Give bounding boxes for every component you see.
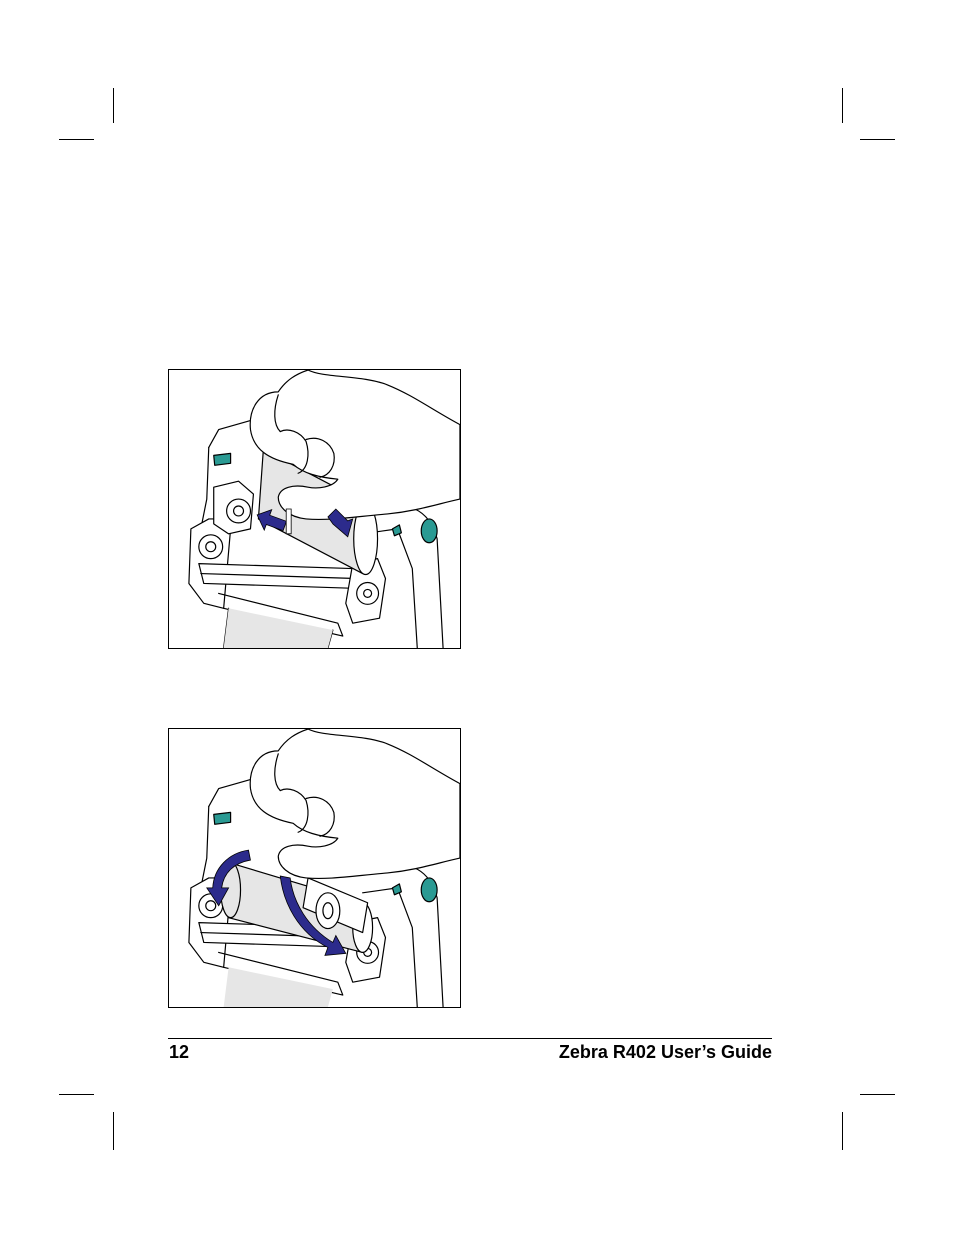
- crop-mark-top-right-horizontal: [860, 139, 895, 140]
- crop-mark-bottom-left-horizontal: [59, 1094, 94, 1095]
- figure-rotate-ribbon-roll: [168, 728, 461, 1008]
- crop-mark-top-right-vertical: [842, 88, 843, 123]
- printer-ribbon-illustration-1: [169, 370, 460, 648]
- crop-mark-bottom-right-horizontal: [860, 1094, 895, 1095]
- printer-ribbon-illustration-2: [169, 729, 460, 1007]
- crop-mark-bottom-left-vertical: [113, 1112, 114, 1150]
- footer-rule: [168, 1038, 772, 1039]
- crop-mark-bottom-right-vertical: [842, 1112, 843, 1150]
- crop-mark-top-left-horizontal: [59, 139, 94, 140]
- guide-title: Zebra R402 User’s Guide: [558, 1042, 772, 1062]
- crop-mark-top-left-vertical: [113, 88, 114, 123]
- page-number: 12: [169, 1042, 190, 1062]
- figure-load-ribbon-roll: [168, 369, 461, 649]
